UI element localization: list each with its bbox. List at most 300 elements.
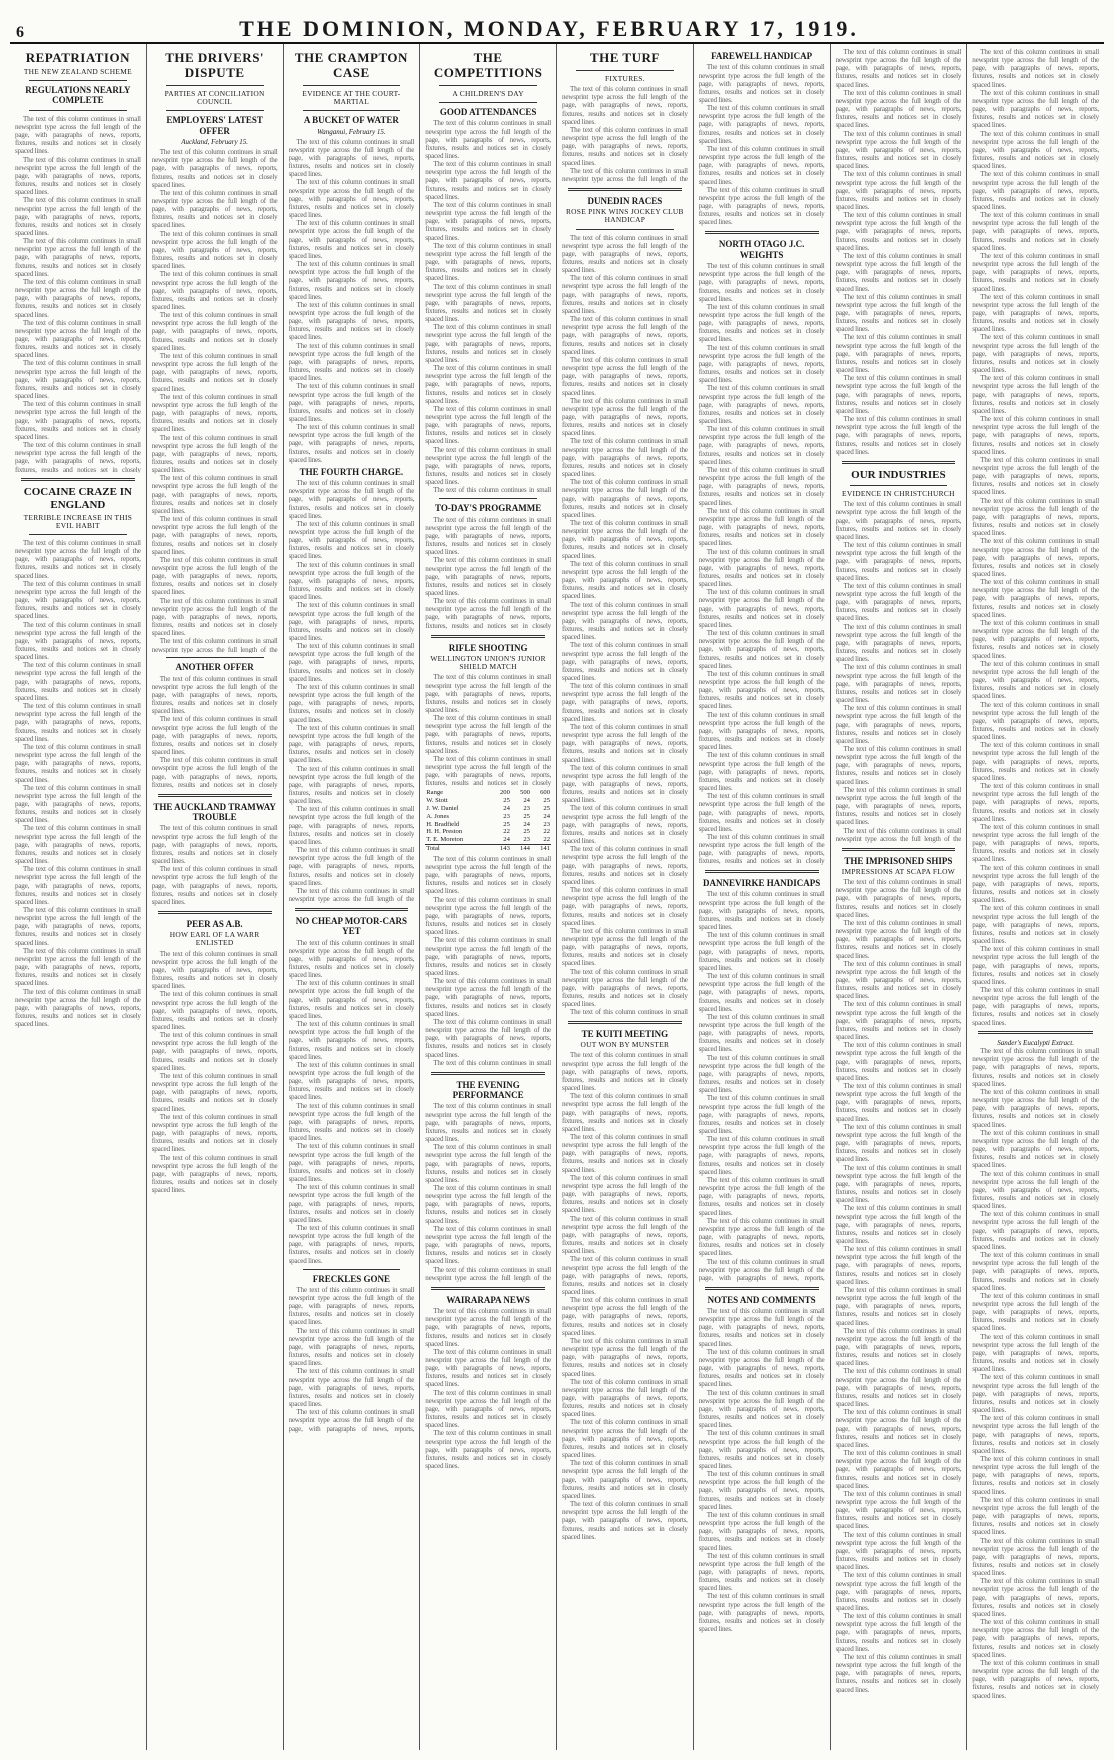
headline: THE DRIVERS' DISPUTE <box>165 50 265 80</box>
paragraph: The text of this column continues in small newsprint type across the full length of the page, with paragraphs of news, reports, fixtures, results and notices set in closely spaced lines. <box>425 241 551 283</box>
paragraph: The text of this column continues in small newsprint type across the full length of the page, with paragraphs of news, reports, fixtures, results and notices set in closely spaced lines. <box>835 1163 962 1205</box>
paragraph: The text of this column continues in small newsprint type across the full length of the page, with paragraphs of news, reports, fixtures, results and notices set in closely spaced lines. <box>835 1000 962 1042</box>
paragraph: The text of this column continues in small newsprint type across the full length of the page, with paragraphs of news, reports, fixtures, results and notices set in closely spaced lines. <box>835 918 962 960</box>
paragraph: The text of this column continues in small newsprint type across the full length of the page, with paragraphs of news, reports, fixtures, results and notices set in closely <box>15 441 141 474</box>
paragraph: The text of this column continues in small newsprint type across the full length of the page, with paragraphs of news, reports, fixtures, results and notices set in closely spaced lines. <box>972 1332 1099 1374</box>
headline: REPATRIATION <box>25 50 130 65</box>
paragraph: The text of this column continues in small newsprint type across the full length of the page, with paragraphs of news, reports, fixtures, results and notices set in closely spaced lines. <box>288 341 415 383</box>
paragraph: The text of this column continues in small newsprint type across the full length of the page, with paragraphs of news, reports, fixtures, results and notices set in closely spaced lines. <box>698 185 825 227</box>
article-body <box>425 855 551 1067</box>
column-competitions <box>420 44 557 1750</box>
paragraph: The text of this column continues in small newsprint type across the full length of the page, with paragraphs of news, reports, fixtures, results and notices set in closely spaced lines. <box>835 1204 962 1245</box>
paragraph: The text of this column continues in small newsprint type across the full length of the page, with paragraphs of news, reports, fixtures, results and notices set in closely spaced lines. <box>972 904 1099 946</box>
paragraph: The text of this column continues in small newsprint type across the full length of the page, with paragraphs of news, reports, fixtures, results and notices set in closely spaced lines. <box>698 262 825 303</box>
article-body <box>152 950 278 1195</box>
paragraph: The text of this column continues in small newsprint type across the full length of the page, with paragraphs of news, reports, fixtures, results and notices set in closely spaced lines. <box>972 251 1099 293</box>
paragraph: The text of this column continues in small newsprint type across the full length of the page, with paragraphs of news, reports, fixtures, results and notices set in closely spaced lines. <box>835 1285 962 1327</box>
article-body <box>289 939 415 1265</box>
paragraph: The text of this column continues in small newsprint type across the full length of the page, with paragraphs of news, reports, fixtures, results and notices set in closely spaced lines. <box>15 400 141 441</box>
score-cell: 143 <box>499 845 510 853</box>
byline: Auckland, February 15. <box>181 137 249 146</box>
paragraph: The text of this column continues in small newsprint type across the full length of the page, with paragraphs of news, reports, fixtures, results and notices set in closely spaced lines. <box>425 445 551 487</box>
paragraph: The text of this column continues in small newsprint type across the full length of the page, with paragraphs of news, reports, fixtures, results and notices set in closely spaced lines. <box>425 1102 551 1144</box>
subheadline: A CHILDREN'S DAY <box>452 88 524 98</box>
table-header: 500 <box>520 789 530 797</box>
paragraph: The text of this column continues in small newsprint type across the full length of the page, with paragraphs of news, reports, fixtures, results and notices set in closely spaced lines. <box>288 423 415 464</box>
article-body <box>836 878 962 1693</box>
paragraph: The text of this column continues in small newsprint type across the full length of the page, with paragraphs of news, reports, fixtures, results and notices set in closely spaced lines. <box>562 1214 688 1256</box>
paragraph: The text of this column continues in small newsprint type across the full length of the page, with paragraphs of news, reports, fixtures, results and notices set in closely spaced lines. <box>15 783 141 825</box>
paragraph: The text of this column continues in small newsprint type across the full length of the page, with paragraphs of news, reports, fixtures, results and notices set in closely spaced lines. <box>425 1143 551 1184</box>
score-cell: 144 <box>520 845 530 853</box>
paragraph: The text of this column continues in small newsprint type across the full length of the <box>835 826 962 843</box>
paragraph: The text of this column continues in small newsprint type across the full length of the page, with paragraphs of news, reports, fixtures, results and notices set in closely spaced lines. <box>698 1510 825 1552</box>
article-body <box>425 1102 551 1281</box>
subheadline: WELLINGTON UNION'S JUNIOR SHIELD MATCH <box>430 654 546 672</box>
score-cell: 23 <box>523 805 530 813</box>
headline: GOOD ATTENDANCES <box>439 107 537 118</box>
score-cell: 23 <box>503 812 510 820</box>
paragraph: The text of this column continues in small newsprint type across the full length of the page, with paragraphs of news, reports, fixtures, results and notices set in closely spaced lines. <box>698 1135 825 1176</box>
paragraph: The text of this column continues in small newsprint type across the full length of the page, with paragraphs of news, reports, fixtures, results and notices set in closely spaced lines. <box>425 895 551 937</box>
paragraph: The text of this column continues in small newsprint type across the full length of the page, with paragraphs of news, reports, fixtures, results and notices set in closely spaced lines. <box>151 229 278 271</box>
paragraph: The text of this column continues in small newsprint type across the full length of the page, with paragraphs of news, reports, fixtures, results and notices set in closely spaced lines. <box>288 1183 415 1224</box>
paragraph: The text of this column continues in small <box>433 486 551 495</box>
article-body <box>972 48 1099 1026</box>
table-header: 600 <box>540 789 550 797</box>
paragraph: The text of this column continues in small newsprint type across the full length of the page, with paragraphs of news, reports, fixtures, results and notices set in closely spaced lines. <box>562 641 688 682</box>
paragraph: The text of this column continues in small newsprint type across the full length of the page, with paragraphs of news, reports, fixtures, results and notices set in closely spaced lines. <box>288 682 415 724</box>
score-cell: 25 <box>543 805 550 813</box>
paragraph: The text of this column continues in small newsprint type across the full length of the page, with paragraphs of news, reports, fixtures, results and notices set in closely spaced lines. <box>425 977 551 1018</box>
columns <box>10 44 1104 1750</box>
paragraph: The text of this column continues in small newsprint type across the full length of the page, with paragraphs of news, reports, fixtures, results and notices set in closely spaced lines. <box>972 1454 1099 1496</box>
paragraph: The text of this column continues in small newsprint type across the full length of the page, with paragraphs of news, reports, fixtures, results and notices set in closely spaced lines. <box>288 1326 415 1368</box>
paragraph: The text of this column continues in small newsprint type across the full length of the page, with paragraphs of news, reports, fixtures, results and notices set in closely spaced lines. <box>151 1153 278 1195</box>
paragraph: The text of this column continues in small newsprint type across the full length of the page, with paragraphs of news, reports, fixtures, results and notices set in closely spaced lines. <box>972 48 1099 89</box>
paragraph: The text of this column continues in small newsprint type across the full length of the page, with paragraphs of news, reports, fixtures, results and notices set in closely spaced lines. <box>972 1414 1099 1455</box>
score-cell: 25 <box>523 812 530 820</box>
headline: NORTH OTAGO J.C. WEIGHTS <box>718 239 805 260</box>
table-row <box>425 836 551 844</box>
headline: THE FOURTH CHARGE. <box>299 466 404 477</box>
article-body <box>425 516 551 630</box>
paragraph: The text of this column continues in small newsprint type across the full length of the page, with paragraphs of news, reports, fixtures, results and notices set in closely spaced lines. <box>151 990 278 1032</box>
score-cell: 25 <box>503 820 510 828</box>
paragraph: The text of this column continues in small newsprint type across the full length of the page, with paragraphs of news, reports, fixtures, results and notices set in closely spaced lines. <box>562 682 688 723</box>
paragraph: The text of this column continues in small newsprint type across the full length of the page, with paragraphs of news, reports, fixtures, results and notices set in closely spaced lines. <box>425 1388 551 1430</box>
paragraph: The text of this column continues in small newsprint type across the full length of the page, with paragraphs of news, reports, fixtures, results and notices set in closely spaced lines. <box>698 972 825 1013</box>
paragraph: The text of this column continues in small newsprint type across the full length of the page, with paragraphs of news, reports, fixtures, results and notices set in closely spaced lines. <box>698 1388 825 1430</box>
paragraph: The text of this column continues in small newsprint type across the full length of the page, with paragraphs of news, reports, fixtures, results and notices set in closely spaced lines. <box>698 1175 825 1217</box>
paragraph: The text of this column continues in small newsprint type across the full length of the page, with paragraphs of news, reports, fixtures, results and notices set in closely spaced lines. <box>972 985 1099 1026</box>
paragraph: The text of this column continues in small newsprint type across the full length of the page, with paragraphs of news, reports, fixtures, results and notices set in closely spaced lines. <box>972 782 1099 823</box>
score-cell: 25 <box>523 828 530 836</box>
headline: THE COMPETITIONS <box>433 50 543 80</box>
subheadline: HOW EARL OF LA WARR ENLISTED <box>169 930 260 948</box>
paragraph: The text of this column continues in small newsprint type across the full length of the <box>562 166 688 183</box>
paragraph: The text of this column continues in small newsprint type across the full length of the page, with paragraphs of news, reports, fixtures, results and notices set in closely spaced lines. <box>972 374 1099 415</box>
paragraph: The text of this column continues in small newsprint type across the full length of the page, with paragraphs of news, reports, fixtures, results and notices set in closely spaced lines. <box>972 1251 1099 1292</box>
article-body <box>562 85 688 183</box>
paragraph: The text of this column continues in small newsprint type across the full length of the page, with paragraphs of news, reports, fixtures, results and notices set in closely spaced lines. <box>288 764 415 806</box>
headline: COCAINE CRAZE IN ENGLAND <box>23 486 132 512</box>
paragraph: The text of this column continues in small newsprint type across the full length of the page, with paragraphs of news, reports, fixtures, results and notices set in closely spaced lines. <box>151 270 278 311</box>
paragraph: The text of this column continues in small newsprint type across the full length of the page, with paragraphs of news, reports, fixtures, results and notices set in closely spaced lines. <box>151 865 278 906</box>
headline: THE EVENING PERFORMANCE <box>452 1079 524 1101</box>
article-body <box>289 138 415 464</box>
subheadline: EVIDENCE IN CHRISTCHURCH <box>842 489 955 499</box>
paragraph: The text of this column continues in small newsprint type across the full length of the page, with paragraphs of news, reports, fixtures, results and notices set in closely spaced lines. <box>835 415 962 456</box>
paragraph: The text of this column continues in small newsprint type across the full length of the page, with paragraphs of news, reports, fixtures, results and notices set in closely spaced lines. <box>835 1367 962 1409</box>
paragraph: The text of this column continues in small newsprint type across the full length of the page, with paragraphs of news, reports, fixtures, results and notices set in closely spaced lines. <box>288 846 415 887</box>
paragraph: The text of this column continues in small newsprint type across the full length of the page, with paragraphs of news, reports, fixtures, results and notices set in closely spaced lines. <box>151 474 278 515</box>
paragraph: The text of this column continues in small newsprint type across the full length of the page, with paragraphs of news, reports, fixtures, results and notices set in closely <box>425 754 551 788</box>
paragraph: The text of this column continues in small newsprint type across the full length of the page, with paragraphs of news, reports, <box>698 1257 825 1282</box>
headline: EMPLOYERS' LATEST OFFER <box>166 115 263 136</box>
page-number: 6 <box>16 24 24 41</box>
headline: RIFLE SHOOTING <box>448 642 528 653</box>
paragraph: The text of this column continues in small newsprint type across the full length of the page, with paragraphs of news, reports, fixtures, results and notices set in closely spaced lines. <box>562 315 688 356</box>
paragraph: The text of this column continues in small newsprint type across the full length of the page, with paragraphs of news, reports, fixtures, results and notices set in closely spaced lines. <box>698 1307 825 1348</box>
paragraph: The text of this column continues in small newsprint type across the full length of the page, with paragraphs of news, reports, fixtures, results and notices set in closely <box>425 597 551 630</box>
article-body <box>15 115 141 474</box>
paragraph: The text of this column continues in small newsprint type across the full length of the page, with paragraphs of news, reports, fixtures, results and notices set in closely spaced lines. <box>151 674 278 716</box>
paragraph: The text of this column continues in small newsprint type across the full length of the page, with paragraphs of news, reports, fixtures, results and notices set in closely spaced lines. <box>425 1429 551 1471</box>
paragraph: The text of this column continues in small newsprint type across the full length of the page, with paragraphs of news, reports, fixtures, results and notices set in closely spaced lines. <box>562 274 688 315</box>
paragraph: The text of this column continues in small newsprint type across the full length of the page, with paragraphs of news, reports, fixtures, results and notices set in closely spaced lines. <box>15 987 141 1028</box>
paragraph: The text of this column continues in small newsprint type across the full length of the page, with paragraphs of news, reports, fixtures, results and notices set in closely spaced lines. <box>835 1652 962 1694</box>
paragraph: The text of this column continues in small newsprint type across the full length of the page, with paragraphs of news, reports, fixtures, results and notices set in closely spaced lines. <box>835 333 962 375</box>
paragraph: The text of this column continues in small newsprint type across the full length of the page, with paragraphs of news, reports, fixtures, results and notices set in closely spaced lines. <box>835 1082 962 1123</box>
column-turf <box>557 44 694 1750</box>
article-body <box>425 119 551 494</box>
paragraph: The text of this column continues in small newsprint type across the full length of the page, with paragraphs of news, reports, fixtures, results and notices set in closely spaced lines. <box>15 946 141 988</box>
table-header: 200 <box>499 789 510 797</box>
table-row <box>425 828 551 836</box>
paragraph: The text of this column continues in small newsprint type across the full length of the page, with paragraphs of news, reports, fixtures, results and notices set in closely spaced lines. <box>562 1459 688 1500</box>
paragraph: The text of this column continues in small newsprint type across the full length of the page, with paragraphs of news, reports, fixtures, results and notices set in closely spaced lines. <box>562 1296 688 1337</box>
paragraph: The text of this column continues in small newsprint type across the full length of the page, with paragraphs of news, reports, fixtures, results and notices set in closely spaced lines. <box>562 1255 688 1296</box>
paragraph: The text of this column continues in small newsprint type across the full length of the page, with paragraphs of news, reports, fixtures, results and notices set in closely spaced lines. <box>835 878 962 919</box>
paragraph: The text of this column continues in small newsprint type across the full length of the page, with paragraphs of news, reports, fixtures, results and notices set in closely spaced lines. <box>972 578 1099 619</box>
paragraph: The text of this column continues in small newsprint type across the full length of the page, with paragraphs of news, reports, fixtures, results and notices set in closely spaced lines. <box>562 845 688 886</box>
paragraph: The text of this column continues in small newsprint type across the full length of the page, with paragraphs of news, reports, fixtures, results and notices set in closely spaced lines. <box>835 1408 962 1449</box>
paragraph: The text of this column continues in small newsprint type across the full length of the page, with paragraphs of news, reports, fixtures, results and notices set in closely spaced lines. <box>15 114 141 156</box>
paragraph: The text of this column continues in small newsprint type across the full length of the page, with paragraphs of news, reports, fixtures, results and notices set in closely spaced lines. <box>835 1326 962 1368</box>
paragraph: The text of this column continues in small newsprint type across the full length of the page, with paragraphs of news, reports, fixtures, results and notices set in closely spaced lines. <box>698 1216 825 1258</box>
paragraph: The text of this column continues in small newsprint type across the full length of the page, with paragraphs of news, reports, fixtures, results and notices set in closely spaced lines. <box>425 1307 551 1348</box>
paragraph: The text of this column continues in small newsprint type across the full length of the page, with paragraphs of news, reports, fixtures, results and notices set in closely spaced lines. <box>151 351 278 393</box>
paragraph: The text of this column continues in small newsprint type across the full length of the page, with paragraphs of news, reports, fixtures, results and notices set in closely spaced lines. <box>972 863 1099 905</box>
score-cell: 23 <box>543 820 550 828</box>
score-cell: 24 <box>503 836 510 844</box>
paragraph: The text of this column continues in small newsprint type across the full length of the page, with paragraphs of news, reports, fixtures, results and notices set in closely spaced lines. <box>972 170 1099 211</box>
paragraph: The text of this column continues in small newsprint type across the full length of the page, with paragraphs of news, reports, fixtures, results and notices set in closely spaced lines. <box>562 1133 688 1174</box>
paragraph: The text of this column continues in small newsprint type across the full length of the page, with paragraphs of news, reports, fixtures, results and notices set in closely spaced lines. <box>15 277 141 319</box>
table-row <box>425 813 551 821</box>
paragraph: The text of this column continues in small newsprint type across the full length of the page, with paragraphs of news, reports, fixtures, results and notices set in closely spaced lines. <box>425 282 551 324</box>
article-body <box>152 148 278 653</box>
advertisement: Sander's Eucalypti Extract. <box>997 1039 1074 1047</box>
paragraph: The text of this column continues in small newsprint type across the full length of the page, with paragraphs of news, reports, fixtures, results and notices set in closely spaced lines. <box>698 931 825 972</box>
score-cell: 22 <box>543 828 550 836</box>
headline: THE AUCKLAND TRAMWAY TROUBLE <box>153 801 276 823</box>
article-body <box>152 824 278 906</box>
article-body <box>699 262 825 865</box>
paragraph: The text of this column continues in small newsprint type across the full length of the page, with paragraphs of news, reports, fixtures, results and notices set in closely spaced lines. <box>151 433 278 475</box>
score-cell: 25 <box>503 797 510 805</box>
paragraph: The text of this column continues in small newsprint type across the full length of the page, with paragraphs of news, reports, fixtures, results and notices set in closely spaced lines. <box>835 1122 962 1164</box>
paragraph: The text of this column continues in small newsprint type across the full length of the page, with paragraphs of news, reports, fixtures, results and notices set in closely spaced lines. <box>288 723 415 765</box>
paragraph: The text of this column continues in small newsprint type across the full length of the page, with paragraphs of news, reports, fixtures, results and notices set in closely spaced lines. <box>835 251 962 293</box>
paragraph: The text of this column continues in small newsprint type across the full length of the page, with paragraphs of news, reports, fixtures, results and notices set in closely spaced lines. <box>562 125 688 167</box>
shooter-name: A. Jones <box>426 812 449 820</box>
paragraph: The text of this column continues in small newsprint type across the full length of the page, with paragraphs of news, reports, fixtures, results and notices set in closely spaced lines. <box>972 1087 1099 1129</box>
paragraph: The text of this column continues in small newsprint type across the full length of the page, with paragraphs of news, reports, fixtures, results and notices set in closely spaced lines. <box>698 1094 825 1135</box>
paragraph: The text of this column continues in small newsprint type across the full length of the page, with paragraphs of news, reports, fixtures, results and notices set in closely spaced lines. <box>15 318 141 360</box>
paragraph: The text of this column continues in small newsprint type across the full length of the page, with paragraphs of news, reports, fixtures, results and notices set in closely spaced lines. <box>151 555 278 597</box>
paragraph: The text of this column continues in small newsprint type across the full length of the page, with paragraphs of news, reports, fixtures, results and notices set in closely spaced lines. <box>562 1418 688 1460</box>
byline: Wanganui, February 15. <box>317 127 386 136</box>
column-industries <box>831 44 968 1750</box>
paragraph: The text of this column continues in small newsprint type across the full length of the page, with paragraphs of news, reports, fixtures, results and notices set in closely spaced lines. <box>835 1530 962 1572</box>
article-body <box>425 673 551 787</box>
subheadline: IMPRESSIONS AT SCAPA FLOW <box>841 866 955 876</box>
article-body <box>836 48 962 456</box>
paragraph: The text of this column continues in small newsprint type across the full length of the page, with paragraphs of news, reports, fixtures, results and notices set in closely spaced lines. <box>835 129 962 171</box>
headline: PEER AS A.B. <box>186 918 243 929</box>
paragraph: The text of this column continues in small newsprint type across the full length of the page, with paragraphs of news, reports, fixtures, results and notices set in closely spaced lines. <box>562 559 688 601</box>
headline: REGULATIONS NEARLY COMPLETE <box>25 85 131 106</box>
paragraph: The text of this column continues in small newsprint type across the full length of the page, with paragraphs of news, reports, fixtures, results and notices set in closely spaced lines. <box>972 129 1099 171</box>
headline: WAIRARAPA NEWS <box>446 1294 530 1305</box>
headline: DUNEDIN RACES <box>587 195 663 206</box>
article-body <box>972 1047 1099 1699</box>
headline: TE KUITI MEETING <box>581 1028 669 1039</box>
paragraph: The text of this column continues in small newsprint type across the full length of the page, with paragraphs of news, reports, fixtures, results and notices set in closely spaced lines. <box>972 945 1099 986</box>
paragraph: The text of this column continues in small newsprint type across the full length of the page, with paragraphs of news, reports, fixtures, results and notices set in closely spaced lines. <box>972 822 1099 864</box>
paragraph: The text of this column continues in small newsprint type across the full length of the page, with paragraphs of news, reports, fixtures, results and notices set in closely spaced lines. <box>972 1373 1099 1415</box>
paragraph: The text of this column continues in small newsprint type across the full length of the page, with paragraphs of news, reports, fixtures, results and notices set in closely spaced lines. <box>698 792 825 833</box>
paragraph: The text of this column continues in small newsprint type across the full length of the page, with paragraphs of news, reports, fixtures, results and notices set in closely spaced lines. <box>698 751 825 793</box>
paragraph: The text of this column continues in small newsprint type across the full length of the page, with paragraphs of news, reports, fixtures, results and notices set in closely spaced lines. <box>15 824 141 866</box>
paragraph: The text of this column continues in small newsprint type across the full length of the page, with paragraphs of news, reports, fixtures, results and notices set in closely spaced lines. <box>288 479 415 520</box>
paragraph: The text of this column continues in small newsprint type across the full length of the page, with paragraphs of news, reports, fixtures, results and notices set in closely spaced lines. <box>698 343 825 385</box>
paragraph: The text of this column continues in small newsprint type across the full length of the page, with paragraphs of news, reports, fixtures, results and notices set in closely spaced lines. <box>288 382 415 423</box>
paragraph: The text of this column continues in small newsprint type across the full length of the page, with paragraphs of news, reports, fixtures, results and notices set in closely spaced lines. <box>15 661 141 702</box>
paragraph: The text of this column continues in small newsprint type across the full length of the page, with paragraphs of news, reports, fixtures, results and notices set in closely spaced lines. <box>972 1169 1099 1211</box>
paragraph: The text of this column continues in small newsprint type across the full length of the page, with paragraphs of news, reports, fixtures, results and notices set in closely spaced lines. <box>972 1210 1099 1251</box>
paragraph: The text of this column continues in small newsprint type across the full length of the page, with paragraphs of news, reports, fixtures, results and notices set in closely spaced lines. <box>698 629 825 670</box>
table-header: Range <box>426 789 444 797</box>
paragraph: The text of this column continues in small newsprint type across the full length of the page, with paragraphs of news, reports, fixtures, results and notices set in closely spaced lines. <box>288 260 415 301</box>
paragraph: The text of this column continues in small newsprint type across the full length of the page, with paragraphs of news, reports, fixtures, results and notices set in closely spaced lines. <box>972 741 1099 782</box>
paragraph: The text of this column continues in small newsprint type across the full length of the page, with paragraphs of news, reports, fixtures, results and notices set in closely spaced lines. <box>972 1047 1099 1088</box>
scores-header-row <box>425 789 551 797</box>
shooter-name: J. W. Daniel <box>426 805 459 813</box>
paragraph: The text of this column continues in small newsprint type across the full length of the page, with paragraphs of news, reports, fixtures, results and notices set in closely spaced lines. <box>425 119 551 160</box>
paragraph: The text of this column continues in small newsprint type across the full length of the page, with paragraphs of news, reports, fixtures, results and notices set in closely spaced lines. <box>425 364 551 405</box>
paragraph: The text of this column continues in small newsprint type across the full length of the page, with paragraphs of news, reports, fixtures, results and notices set in closely spaced lines. <box>151 715 278 757</box>
score-cell: 23 <box>523 836 530 844</box>
headline: THE IMPRISONED SHIPS <box>844 855 953 866</box>
paragraph: The text of this column continues in small newsprint type across the full length of the page, with paragraphs of news, reports, fixtures, results and notices set in closely spaced lines. <box>288 1223 415 1265</box>
article-body <box>425 1307 551 1470</box>
paragraph: The text of this column continues in small newsprint type across the full length of the page, with paragraphs of news, reports, fixtures, results and notices set in closely spaced lines. <box>562 926 688 968</box>
column-crampton-case <box>284 44 421 1750</box>
paragraph: The text of this column continues in small newsprint type across the full length of the page, with paragraphs of news, reports, fixtures, results and notices set in closely spaced lines. <box>698 710 825 752</box>
paragraph: The text of this column continues in small newsprint type across the full length of the page, with paragraphs of news, reports, fixtures, results and notices set in closely spaced lines. <box>288 178 415 220</box>
paragraph: The text of this column continues in small newsprint type across the full length of the page, with paragraphs of news, reports, fixtures, results and notices set in closely spaced lines. <box>698 547 825 589</box>
column-racing <box>694 44 831 1750</box>
article-body <box>836 500 962 842</box>
paragraph: The text of this column continues in small newsprint type across the full length of the page, with paragraphs of news, reports, fixtures, results and notices set in closely spaced lines. <box>835 1041 962 1082</box>
article-body <box>699 890 825 1281</box>
headline: ANOTHER OFFER <box>175 662 254 673</box>
paragraph: The text of this column continues in small newsprint type across the full length of the page, with paragraphs of news, reports, fixtures, results and notices set in closely spaced lines. <box>15 155 141 197</box>
paragraph: The text of this column continues in small newsprint type across the full length of the page, with paragraphs of news, reports, fixtures, results and notices set in closely spaced lines. <box>425 1347 551 1389</box>
paragraph: The text of this column continues in small newsprint type across the full length of the page, with paragraphs of news, reports, fixtures, results and notices set in closely spaced lines. <box>288 137 415 179</box>
paragraph: The text of this column continues in small newsprint type across the full length of the page, with paragraphs of news, reports, fixtures, results and notices set in closely spaced lines. <box>562 233 688 275</box>
paragraph: The text of this column continues in small newsprint type across the full length of the page, with paragraphs of news, reports, fixtures, results and notices set in closely spaced lines. <box>835 663 962 705</box>
subheadline: OUT WON BY MUNSTER <box>580 1040 670 1050</box>
paragraph: The text of this column continues in small newsprint type across the full length of the page, with paragraphs of news, reports, fixtures, results and notices set in closely spaced lines. <box>562 437 688 479</box>
paragraph: The text of this column continues in small newsprint type across the full length of the page, with paragraphs of news, reports, fixtures, results and notices set in closely spaced lines. <box>425 854 551 896</box>
paragraph: The text of this column continues in small newsprint type across the full length of the page, with paragraphs of news, reports, fixtures, results and notices set in closely spaced lines. <box>835 88 962 130</box>
paragraph: The text of this column continues in small newsprint type across the full length of the page, with paragraphs of news, reports, fixtures, results and notices set in closely spaced lines. <box>425 1224 551 1266</box>
paragraph: The text of this column continues in small newsprint type across the full length of the page, with paragraphs of news, reports, fixtures, results and notices set in closely spaced lines. <box>972 1658 1099 1700</box>
paragraph: The text of this column continues in small newsprint type across the full length of the page, with paragraphs of news, reports, fixtures, results and notices set in closely spaced lines. <box>151 1071 278 1113</box>
paragraph: The text of this column continues in small newsprint type across the full length of the page, with paragraphs of news, reports, fixtures, results and notices set in closely spaced lines. <box>562 478 688 519</box>
paragraph: The text of this column continues in small newsprint type across the full length of the page, with paragraphs of news, reports, fixtures, results and notices set in closely spaced lines. <box>288 1142 415 1184</box>
paragraph: The text of this column continues in small newsprint type across the full length of the page, with paragraphs of news, reports, fixtures, results and notices set in closely spaced lines. <box>562 355 688 397</box>
paragraph: The text of this column continues in small newsprint type across the full length of the page, with paragraphs of news, reports, fixtures, results and notices set in closely spaced lines. <box>288 1285 415 1327</box>
headline: FRECKLES GONE <box>312 1273 390 1284</box>
paragraph: The text of this column continues in small newsprint type across the full length of the page, with paragraphs of news, reports, fixtures, results and notices set in closely spaced lines. <box>835 1571 962 1612</box>
paragraph: The text of this column continues in small newsprint type across the full length of the page, with paragraphs of news, reports, fixtures, results and notices set in closely spaced lines. <box>151 188 278 230</box>
paragraph: The text of this column continues in small newsprint type across the full length of the page, with paragraphs of news, reports, fixtures, results and notices set in closely spaced lines. <box>835 374 962 415</box>
shooter-name: W. Stott <box>426 797 448 805</box>
paragraph: The text of this column continues in small newsprint type across the full length of the page, with paragraphs of news, reports, fixtures, results and notices set in closely spaced lines. <box>698 1053 825 1095</box>
paragraph: The text of this column continues in small newsprint type across the full length of the page, with paragraphs of news, reports, fixtures, results and notices set in closely spaced lines. <box>972 1618 1099 1659</box>
paragraph: The text of this column continues in small newsprint type across the full length of the page, with paragraphs of news, reports, fixtures, results and notices set in closely spaced lines. <box>698 1592 825 1633</box>
paragraph: The text of this column continues in small newsprint type across the full length of the page, with paragraphs of news, reports, fixtures, results and notices set in closely spaced lines. <box>835 959 962 1001</box>
paragraph: The text of this column continues in small newsprint type across the full length of the page, with paragraphs of news, reports, fixtures, results and notices set in closely spaced lines. <box>15 579 141 621</box>
paragraph: The text of this column continues in small newsprint type across the full length of the page, with paragraphs of news, reports, fixtures, results and notices set in closely spaced lines. <box>698 1429 825 1470</box>
paragraph: The text of this column continues in small <box>433 1058 551 1067</box>
paragraph: The text of this column continues in small newsprint type across the full length of the page, with paragraphs of news, reports, fixtures, results and notices set in closely spaced lines. <box>835 211 962 252</box>
column-repatriation <box>10 44 147 1750</box>
total-label: Total <box>426 845 440 853</box>
paragraph: The text of this column continues in small newsprint type across the full length of the page, with paragraphs of news, reports, fixtures, results and notices set in closely spaced lines. <box>972 1536 1099 1578</box>
paragraph: The text of this column continues in small newsprint type across the full length of the page, with paragraphs of news, reports, fixtures, results and notices set in closely spaced lines. <box>698 588 825 629</box>
paragraph: The text of this column continues in small newsprint type across the full length of the page, with paragraphs of news, reports, fixtures, results and notices set in closely spaced lines. <box>288 979 415 1020</box>
paragraph: The text of this column continues in small newsprint type across the full length of the page, with paragraphs of news, reports, fixtures, results and notices set in closely spaced lines. <box>288 519 415 561</box>
paragraph: The text of this column continues in small newsprint type across the full length of the page, with paragraphs of news, reports, fixtures, results and notices set in closely spaced lines. <box>698 384 825 425</box>
headline: THE CRAMPTON CASE <box>294 50 408 80</box>
paragraph: The text of this column continues in small newsprint type across the full length of the page, with paragraphs of news, reports, fixtures, results and notices set in closely spaced lines. <box>972 415 1099 456</box>
paragraph: The text of this column continues in small newsprint type across the full length of the page, with paragraphs of news, reports, fixtures, results and notices set in closely spaced lines. <box>15 620 141 662</box>
paragraph: The text of this column continues in small newsprint type across the full length of the page, with paragraphs of news, reports, fixtures, results and notices set in closely spaced lines. <box>562 1500 688 1541</box>
paragraph: The text of this column continues in small newsprint type across the full length of the page, with paragraphs of news, reports, fixtures, results and notices set in closely spaced lines. <box>698 1012 825 1054</box>
paragraph: The text of this column continues in small newsprint type across the full length of the page, with paragraphs of news, reports, fixtures, results and notices set in closely spaced lines. <box>425 1017 551 1059</box>
paragraph: The text of this column continues in small newsprint type across the full length of the page, with paragraphs of news, reports, fixtures, results and notices set in closely spaced lines. <box>425 515 551 557</box>
paragraph: The text of this column continues in small newsprint type across the full length of the page, with paragraphs of news, reports, fixtures, results and notices set in closely spaced lines. <box>562 763 688 805</box>
headline: TO-DAY'S PROGRAMME <box>434 503 542 514</box>
paragraph: The text of this column continues in small newsprint type across the full length of the page, with paragraphs of news, reports, fixtures, results and notices set in closely spaced lines. <box>835 704 962 745</box>
headline: THE TURF <box>589 50 660 65</box>
paragraph: The text of this column continues in small newsprint type across the full length of the page, with paragraphs of news, reports, fixtures, results and notices set in closely spaced lines. <box>698 1551 825 1593</box>
paragraph: The text of this column continues in small newsprint type across the full length of the page, with paragraphs of news, reports, fixtures, results and notices set in closely spaced lines. <box>835 1489 962 1531</box>
table-total-row <box>425 845 551 853</box>
article-body <box>15 539 141 1028</box>
paragraph: The text of this column continues in small newsprint type across the full length of the page, with paragraphs of news, reports, fixtures, results and notices set in closely spaced lines. <box>151 949 278 991</box>
paragraph: The text of this column continues in small newsprint type across the full length of the page, with paragraphs of news, reports, fixtures, results and notices set in closely spaced lines. <box>288 300 415 342</box>
paragraph: The text of this column continues in small newsprint type across the full length of the page, with paragraphs of news, reports, fixtures, results and notices set in closely spaced lines. <box>288 642 415 683</box>
paragraph: The text of this column continues in small newsprint type across the full length of the page, with paragraphs of news, reports, fixtures, results and notices set in closely spaced lines. <box>151 392 278 434</box>
score-cell: 24 <box>543 812 550 820</box>
paragraph: The text of this column continues in small newsprint type across the full length of the page, with paragraphs of news, reports, fixtures, results and notices set in closely spaced lines. <box>698 63 825 104</box>
paragraph: The text of this column continues in small newsprint type across the full length of the page, with paragraphs of news, reports, fixtures, results and notices set in closely spaced lines. <box>698 890 825 932</box>
paragraph: The text of this column continues in small newsprint type across the full length of the page, with paragraphs of news, reports, fixtures, results and notices set in closely spaced lines. <box>151 148 278 189</box>
paragraph: The text of this column continues in small newsprint type across the full length of the page, with paragraphs of news, reports, fixtures, results and notices set in closely spaced lines. <box>698 144 825 186</box>
masthead <box>10 18 1104 44</box>
paragraph: The text of this column continues in small newsprint type across the full length of the page, with paragraphs of news, reports, fixtures, results and notices set in closely spaced lines. <box>835 785 962 827</box>
shooter-name: H. Bradfield <box>426 820 460 828</box>
paragraph: The text of this column continues in small newsprint type across the full length of the page, with paragraphs of news, reports, fixtures, results and notices set in closely spaced lines. <box>972 618 1099 660</box>
paragraph: The text of this column continues in small newsprint type across the full length of the page, with paragraphs of news, reports, fixtures, results and notices set in closely spaced lines. <box>15 196 141 237</box>
score-cell: 141 <box>540 845 550 853</box>
paragraph: The text of this column continues in small newsprint type across the full length of the page, with paragraphs of news, reports, fixtures, results and notices set in closely spaced lines. <box>835 1612 962 1653</box>
subheadline: PARTIES AT CONCILIATION COUNCIL <box>164 88 265 107</box>
paragraph: The text of this column continues in small newsprint type across the full length of the page, with paragraphs of news, reports, fixtures, results and notices set in closely spaced lines. <box>562 804 688 846</box>
paragraph: The text of this column continues in small newsprint type across the full length of the page, with paragraphs of news, reports, fixtures, results and notices set in closely spaced lines. <box>562 722 688 764</box>
paragraph: The text of this column continues in small newsprint type across the full length of the page, with paragraphs of news, reports, fixtures, results and notices set in closely spaced lines. <box>425 556 551 598</box>
paragraph: The text of this column continues in small newsprint type across the full length of the page, with paragraphs of news, reports, fixtures, results and notices set in closely spaced lines. <box>835 292 962 334</box>
headline: DANNEVIRKE HANDICAPS <box>702 878 821 889</box>
paragraph: The text of this column continues in small newsprint type across the full length of the page, with paragraphs of news, reports, fixtures, results and notices set in closely spaced lines. <box>835 541 962 582</box>
paragraph: The text of this column continues in small newsprint type across the full length of the page, with paragraphs of news, reports, fixtures, results and notices set in closely spaced lines. <box>835 1449 962 1490</box>
paragraph: The text of this column continues in small newsprint type across the full length of the page, with paragraphs of news, reports, fixtures, results and notices set in closely spaced lines. <box>562 85 688 126</box>
article-body <box>152 675 278 789</box>
paragraph: The text of this column continues in small newsprint type across the full length of the page, with paragraphs of news, reports, fixtures, results and notices set in closely spaced lines. <box>562 967 688 1009</box>
paragraph: The text of this column continues in small newsprint type across the full length of the page, with paragraphs of news, reports, fixtures, results and notices set in closely spaced lines. <box>15 742 141 784</box>
paragraph: The text of this column continues in small newsprint type across the full length of the page, with paragraphs of news, reports, fixtures, results and notices set in closely spaced lines. <box>972 88 1099 130</box>
paragraph: The text of this column continues in small newsprint type across the full length of the page, with paragraphs of news, reports, fixtures, results and notices set in closely spaced lines. <box>151 596 278 638</box>
paragraph: The text of this column continues in small newsprint type across the full length of the page, with paragraphs of news, reports, fixtures, results and notices set in closely spaced lines. <box>15 538 141 580</box>
article-body <box>562 234 688 1016</box>
paragraph: The text of this column continues in small newsprint type across the full length of the page, with paragraphs of news, reports, fixtures, results and notices set in closely spaced lines. <box>972 455 1099 497</box>
paragraph: The text of this column continues in small newsprint type across the full length of the page, with paragraphs of news, reports, fixtures, results and notices set in closely spaced lines. <box>288 219 415 260</box>
paragraph: The text of this column continues in small newsprint type across the full length of the page, with paragraphs of news, reports, fixtures, results and notices set in closely spaced lines. <box>562 396 688 438</box>
paragraph: The text of this column continues in small newsprint type across the full length of the page, with paragraphs of news, reports, fixtures, results and notices set in closely spaced lines. <box>698 506 825 548</box>
paragraph: The text of this column continues in small newsprint type across the full length of the page, with paragraphs of news, reports, fixtures, results and notices set in closely spaced lines. <box>288 560 415 602</box>
paragraph: The text of this column continues in small newsprint type across the full length of the page, with paragraphs of news, reports, fixtures, results and notices set in closely spaced lines. <box>972 659 1099 701</box>
article-body <box>562 1051 688 1540</box>
paragraph: The text of this column continues in small newsprint type across the full length of the page, with paragraphs of news, reports, fixtures, results and notices set in closely spaced lines. <box>972 1577 1099 1618</box>
paragraph: The text of this column continues in small newsprint type across the full length of the page, with paragraphs of news, reports, fixtures, results and notices set in closely spaced lines. <box>288 601 415 642</box>
column-misc <box>967 44 1104 1750</box>
paragraph: The text of this column continues in small newsprint type across the full length of the page, with paragraphs of news, reports, fixtures, results and notices set in closely <box>698 832 825 866</box>
paragraph: The text of this column continues in small newsprint type across the full length of the page, with paragraphs of news, reports, fixtures, results and notices set in closely spaced lines. <box>15 237 141 278</box>
article-body <box>699 1307 825 1633</box>
paragraph: The text of this column continues in small newsprint type across the full length of the page, with paragraphs of news, reports, fixtures, results and notices set in closely spaced lines. <box>562 600 688 642</box>
article-body <box>699 63 825 226</box>
paragraph: The text of this column continues in small newsprint type across the full length of the page, with paragraphs of news, reports, fixtures, results and notices set in closely spaced lines. <box>425 714 551 755</box>
paragraph: The text of this column continues in small newsprint type across the full length of the page, with paragraphs of news, reports, fixtures, results and notices set in closely spaced lines. <box>562 1173 688 1215</box>
paragraph: The text of this column continues in small newsprint type across the full length of the <box>425 1265 551 1282</box>
